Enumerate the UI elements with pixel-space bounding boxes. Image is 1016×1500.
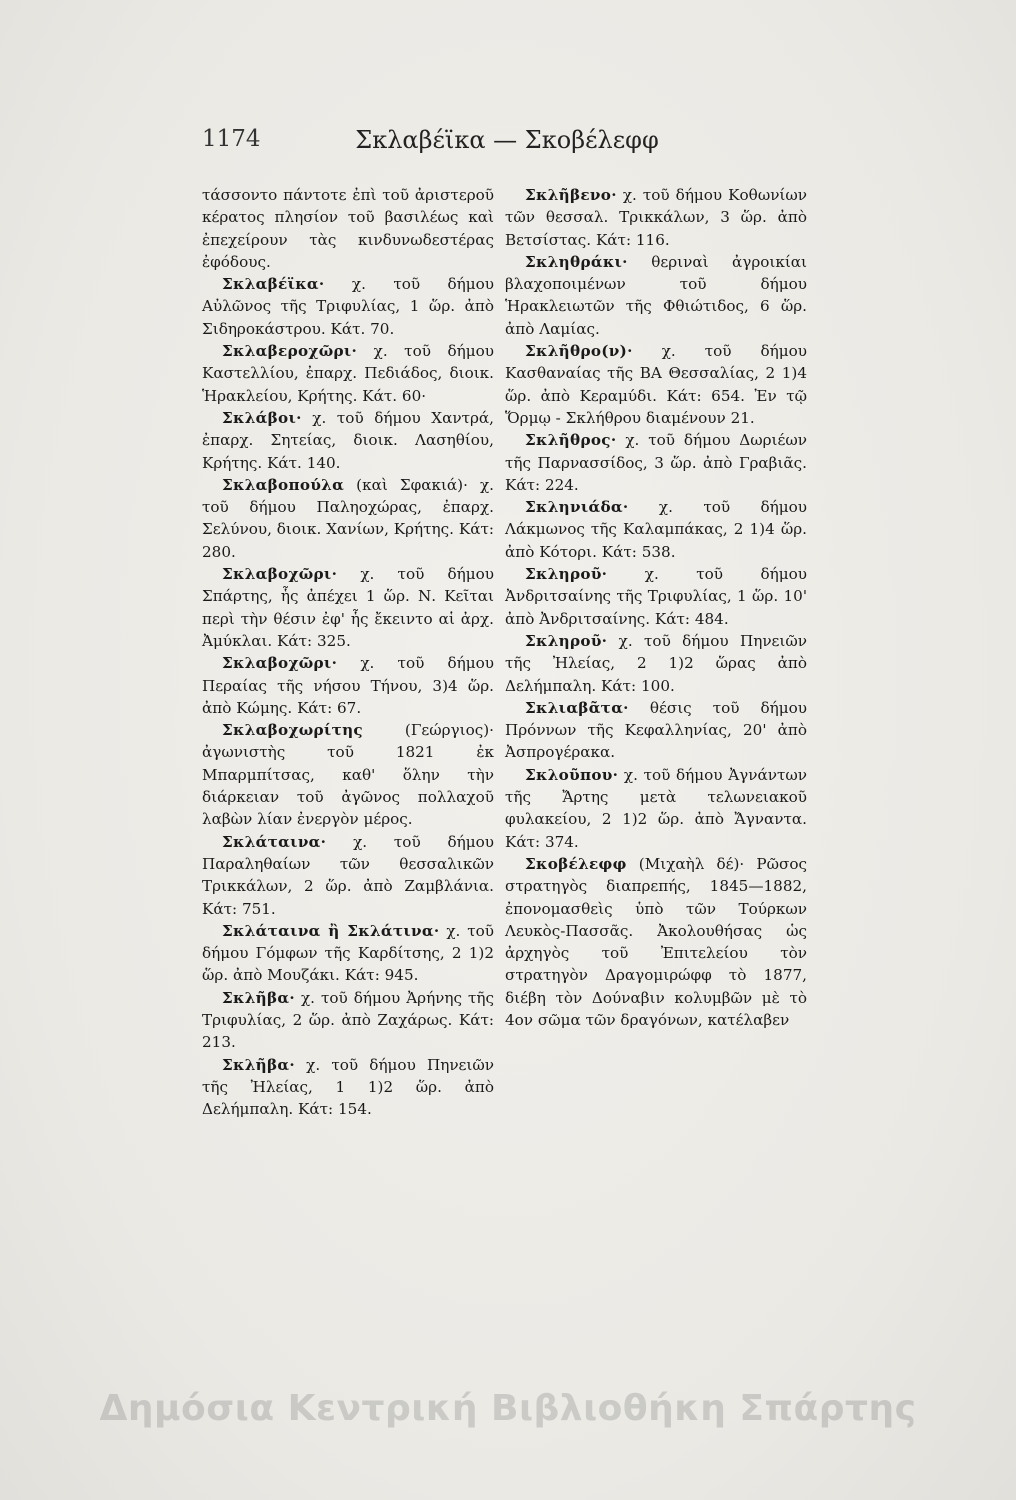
entry-headword: Σκλῆθρος·	[525, 431, 617, 450]
dictionary-entry	[202, 652, 494, 719]
dictionary-entry	[202, 920, 494, 987]
entry-text: χ. τοῦ δήμου Σπάρτης, ἧς ἀπέχει 1 ὥρ. Ν. Κεῖται περὶ τὴν θέσιν ἐφ' ἧς ἔκειντο αἱ ἀρχ. Ἀμύκλαι. Κάτ: 325.	[202, 565, 494, 650]
entry-text: χ. τοῦ δήμου Παραληθαίων τῶν θεσσαλικῶν Τρικκάλων, 2 ὥρ. ἀπὸ Ζαμβλάνια. Κάτ: 751.	[202, 832, 494, 918]
dictionary-entry	[202, 184, 494, 273]
left-column	[202, 184, 494, 1120]
entry-headword: Σκλάταινα ἢ Σκλάτινα·	[222, 921, 440, 940]
entry-text: (Μιχαὴλ δέ)· Ρῶσος στρατηγὸς διαπρεπής, 1845—1882, ἐπονομασθεὶς ὑπὸ τῶν Τούρκων Λευκὸς-Πασσᾶς. Ἀκολουθήσας ὡς ἀρχηγὸς τοῦ Ἐπιτελείου τὸν στρατηγὸν Δραγομιρώφφ τὸ 1877, διέβη τὸν Δούναβιν κολυμβῶν μὲ τὸ 4ον σῶμα τῶν δραγόνων, κατέλαβεν	[505, 854, 808, 1029]
dictionary-entry	[505, 340, 807, 429]
entry-headword: Σκλοῦπου·	[525, 765, 619, 784]
entry-headword: Σκλαβοπούλα	[222, 475, 345, 494]
dictionary-entry	[505, 184, 807, 251]
dictionary-entry	[202, 831, 494, 920]
entry-text: χ. τοῦ δήμου Καστελλίου, ἐπαρχ. Πεδιάδος, διοικ. Ἡρακλείου, Κρήτης. Κάτ. 60·	[202, 342, 494, 405]
dictionary-entry	[505, 853, 807, 1031]
entry-headword: Σκλάβοι·	[222, 408, 302, 427]
dictionary-entry	[202, 340, 494, 407]
entry-text: χ. τοῦ δήμου Αὐλῶνος τῆς Τριφυλίας, 1 ὥρ. ἀπὸ Σιδηροκάστρου. Κάτ. 70.	[202, 275, 494, 338]
entry-headword: Σκληροῦ·	[525, 631, 608, 650]
entry-text: χ. τοῦ δήμου Πηνειῶν τῆς Ἠλείας, 2 1)2 ὥρας ἀπὸ Δελήμπαλη. Κάτ: 100.	[505, 631, 807, 695]
dictionary-entry	[505, 764, 807, 853]
entry-text: τάσσοντο πάντοτε ἐπὶ τοῦ ἀριστεροῦ κέρατος πλησίον τοῦ βασιλέως καὶ ἐπεχείρουν τὰς κινδυνωδεστέρας ἐφόδους.	[202, 186, 494, 271]
library-watermark: Δημόσια Κεντρική Βιβλιοθήκη Σπάρτης	[99, 1388, 917, 1429]
dictionary-entry	[202, 563, 494, 652]
entry-text: χ. τοῦ δήμου Ἀγνάντων τῆς Ἄρτης μετὰ τελωνειακοῦ φυλακείου, 2 1)2 ὥρ. ἀπὸ Ἄγναντα. Κάτ: 374.	[505, 765, 807, 851]
entry-headword: Σκλῆβα·	[222, 1055, 295, 1074]
dictionary-entry	[505, 429, 807, 496]
entry-headword: Σκλῆθρο(ν)·	[525, 342, 633, 361]
entry-headword: Σκλῆβα·	[222, 988, 295, 1007]
entry-headword: Σκλιαβᾶτα·	[525, 698, 629, 717]
entry-text: χ. τοῦ δήμου Ἀνδριτσαίνης τῆς Τριφυλίας, 1 ὥρ. 10' ἀπὸ Ἀνδριτσαίνης. Κάτ: 484.	[505, 565, 807, 628]
entry-text: χ. τοῦ δήμου Λάκμωνος τῆς Καλαμπάκας, 2 1)4 ὥρ. ἀπὸ Κότορι. Κάτ: 538.	[505, 498, 807, 561]
entry-headword: Σκλάταινα·	[222, 832, 327, 851]
entry-headword: Σκλαβοχῶρι·	[222, 565, 338, 584]
entry-text: χ. τοῦ δήμου Περαίας τῆς νήσου Τήνου, 3)4 ὥρ. ἀπὸ Κώμης. Κάτ: 67.	[202, 654, 494, 717]
page-number: 1174	[202, 126, 261, 152]
dictionary-entry	[202, 273, 494, 340]
entry-headword: Σκληροῦ·	[525, 565, 608, 584]
entry-text: χ. τοῦ δήμου Γόμφων τῆς Καρδίτσης, 2 1)2 ὥρ. ἀπὸ Μουζάκι. Κάτ: 945.	[202, 921, 494, 985]
running-head: Σκλαβέϊκα — Σκοβέλεφφ	[355, 126, 659, 154]
dictionary-entry	[202, 1054, 494, 1121]
dictionary-entry	[505, 496, 807, 563]
dictionary-entry	[505, 630, 807, 697]
dictionary-entry	[202, 474, 494, 563]
entry-headword: Σκληνιάδα·	[525, 498, 629, 517]
entry-headword: Σκοβέλεφφ	[525, 854, 627, 873]
right-column	[505, 184, 807, 1031]
entry-text: θέσις τοῦ δήμου Πρόννων τῆς Κεφαλληνίας, 20' ἀπὸ Ἀσπρογέρακα.	[505, 698, 808, 762]
entry-headword: Σκλῆβενο·	[525, 186, 617, 204]
dictionary-entry	[505, 563, 807, 630]
entry-text: χ. τοῦ δήμου Δωριέων τῆς Παρνασσίδος, 3 ὥρ. ἀπὸ Γραβιᾶς. Κάτ: 224.	[505, 431, 807, 494]
entry-text: θεριναὶ ἀγροικίαι βλαχοποιμένων τοῦ δήμου Ἡρακλειωτῶν τῆς Φθιώτιδος, 6 ὥρ. ἀπὸ Λαμίας.	[505, 252, 808, 338]
entry-text: χ. τοῦ δήμου Χαντρά, ἐπαρχ. Σητείας, διοικ. Λασηθίου, Κρήτης. Κάτ. 140.	[202, 408, 495, 472]
entry-headword: Σκλαβοχῶρι·	[222, 654, 338, 673]
dictionary-entry	[505, 251, 807, 340]
entry-text: χ. τοῦ δήμου Κασθαναίας τῆς ΒΑ Θεσσαλίας, 2 1)4 ὥρ. ἀπὸ Κεραμύδι. Κάτ: 654. Ἐν τῷ Ὅρμῳ - Σκλήθρου διαμένουν 21.	[505, 342, 807, 427]
entry-text: (Γεώργιος)· ἀγωνιστὴς τοῦ 1821 ἐκ Μπαρμπίτσας, καθ' ὅλην τὴν διάρκειαν τοῦ ἀγῶνος πολλαχοῦ λαβὼν λίαν ἐνεργὸν μέρος.	[202, 721, 494, 829]
entry-text: (καὶ Σφακιά)· χ. τοῦ δήμου Παληοχώρας, ἐπαρχ. Σελύνου, διοικ. Χανίων, Κρήτης. Κάτ: 280.	[202, 475, 495, 561]
entry-headword: Σκλαβεροχῶρι·	[222, 342, 358, 361]
entry-text: χ. τοῦ δήμου Κοθωνίων τῶν θεσσαλ. Τρικκάλων, 3 ὥρ. ἀπὸ Βετσίστας. Κάτ: 116.	[505, 186, 808, 249]
entry-text: χ. τοῦ δήμου Ἀρήνης τῆς Τριφυλίας, 2 ὥρ. ἀπὸ Ζαχάρως. Κάτ: 213.	[202, 988, 495, 1052]
dictionary-entry	[505, 697, 807, 764]
entry-headword: Σκλαβοχωρίτης	[222, 721, 363, 740]
dictionary-entry	[202, 719, 494, 830]
entry-headword: Σκλαβέϊκα·	[222, 275, 325, 294]
entry-text: χ. τοῦ δήμου Πηνειῶν τῆς Ἠλείας, 1 1)2 ὥρ. ἀπὸ Δελήμπαλη. Κάτ: 154.	[202, 1055, 494, 1119]
page-header	[202, 126, 812, 162]
entry-headword: Σκληθράκι·	[525, 252, 628, 271]
dictionary-entry	[202, 987, 494, 1054]
dictionary-entry	[202, 407, 494, 474]
